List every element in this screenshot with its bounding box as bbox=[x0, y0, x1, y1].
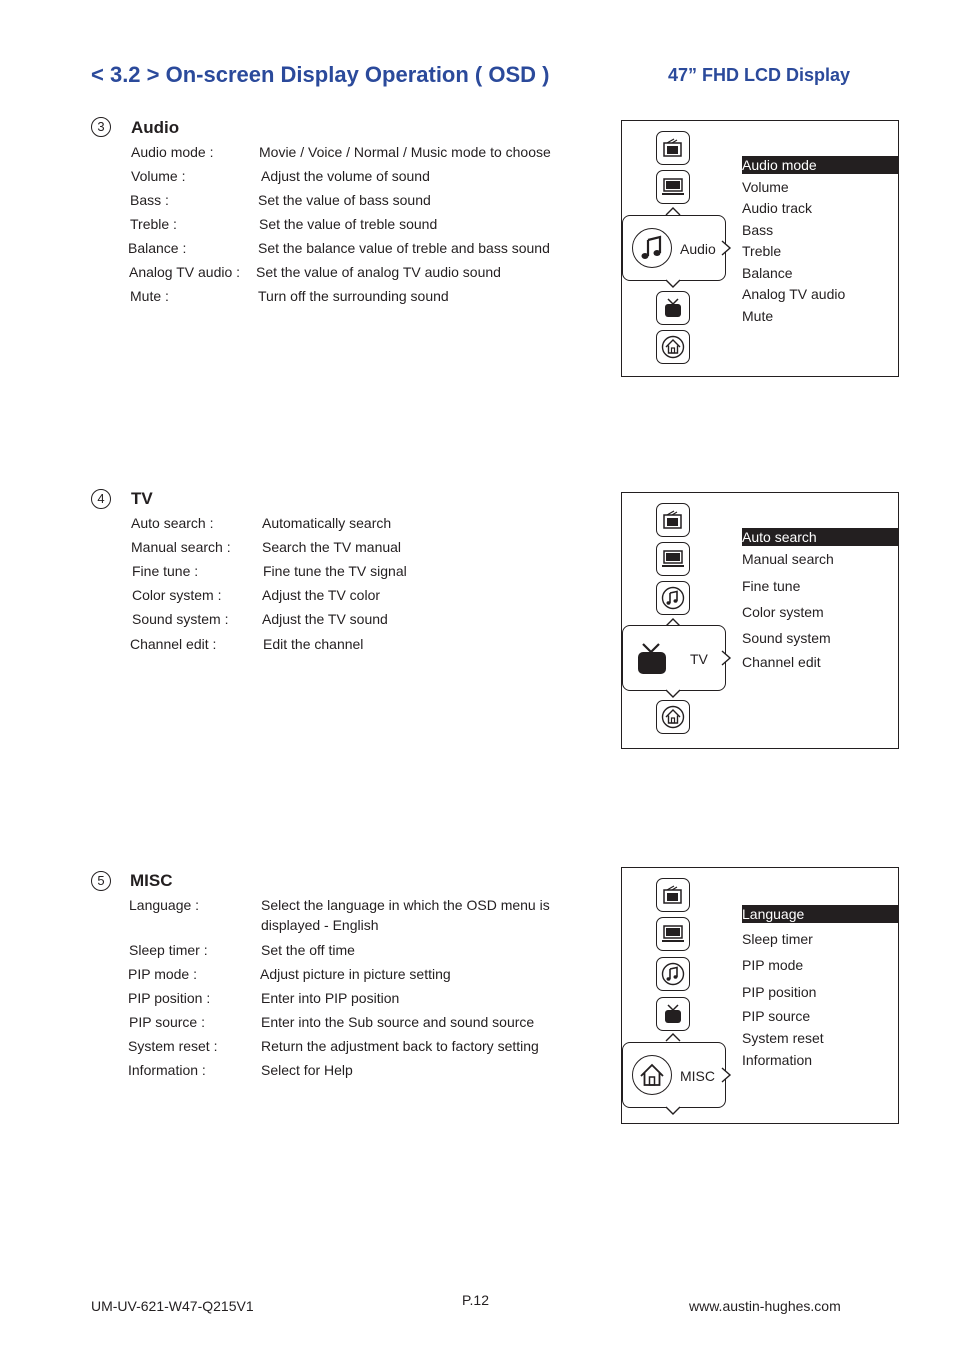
row-description: Adjust the TV color bbox=[262, 587, 381, 603]
misc-row bbox=[0, 990, 600, 1008]
osd-item[interactable]: Treble bbox=[742, 243, 782, 259]
osd-item[interactable]: Balance bbox=[742, 265, 793, 281]
chevron-down-icon bbox=[665, 689, 681, 699]
chevron-down-icon bbox=[665, 1106, 681, 1116]
music-note-icon bbox=[632, 228, 672, 268]
music-note-icon[interactable] bbox=[656, 957, 690, 991]
osd-selected-audio[interactable] bbox=[622, 215, 726, 281]
home-icon[interactable] bbox=[656, 700, 690, 734]
row-description: Select the language in which the OSD menu is bbox=[261, 897, 550, 913]
row-label: Balance : bbox=[128, 240, 187, 256]
row-label: Channel edit : bbox=[130, 636, 217, 652]
tv-icon[interactable] bbox=[656, 997, 690, 1031]
row-label: PIP position : bbox=[128, 990, 211, 1006]
osd-item[interactable]: Audio track bbox=[742, 200, 813, 216]
tv-row bbox=[0, 636, 600, 654]
row-description: Set the off time bbox=[261, 942, 355, 958]
section-title-audio: Audio bbox=[131, 118, 180, 137]
row-label: Sound system : bbox=[132, 611, 229, 627]
row-label: Fine tune : bbox=[132, 563, 199, 579]
osd-item[interactable]: Auto search bbox=[742, 528, 898, 546]
row-description: Set the value of bass sound bbox=[258, 192, 431, 208]
page-title: < 3.2 > On-screen Display Operation ( OSD ) bbox=[91, 62, 550, 87]
row-label: System reset : bbox=[128, 1038, 218, 1054]
tv-row bbox=[0, 515, 600, 533]
osd-menu-tv bbox=[621, 492, 899, 749]
misc-row bbox=[0, 1062, 600, 1080]
section-number-tv: 4 bbox=[91, 489, 111, 509]
audio-row bbox=[0, 192, 600, 210]
row-label: Mute : bbox=[130, 288, 169, 304]
section-title-tv: TV bbox=[131, 489, 153, 508]
row-description: Adjust picture in picture setting bbox=[260, 966, 451, 982]
osd-item[interactable]: Color system bbox=[742, 604, 824, 620]
osd-selected-label: TV bbox=[690, 651, 708, 667]
osd-item[interactable]: PIP mode bbox=[742, 957, 804, 973]
row-label: Audio mode : bbox=[131, 144, 214, 160]
osd-selected-tv[interactable] bbox=[622, 625, 726, 691]
row-description: Select for Help bbox=[261, 1062, 353, 1078]
row-description: Movie / Voice / Normal / Music mode to choose bbox=[259, 144, 551, 160]
osd-item[interactable]: Audio mode bbox=[742, 156, 898, 174]
row-label: Language : bbox=[129, 897, 200, 913]
document-id: UM-UV-621-W47-Q215V1 bbox=[91, 1298, 254, 1314]
row-label: Manual search : bbox=[131, 539, 231, 555]
osd-menu-audio bbox=[621, 120, 899, 377]
row-description: Edit the channel bbox=[263, 636, 364, 652]
misc-row bbox=[0, 1014, 600, 1032]
product-name: 47” FHD LCD Display bbox=[668, 65, 851, 85]
osd-item[interactable]: Information bbox=[742, 1052, 813, 1068]
osd-item[interactable]: Volume bbox=[742, 179, 789, 195]
row-label: Treble : bbox=[130, 216, 177, 232]
section-number-misc: 5 bbox=[91, 871, 111, 891]
osd-menu-misc bbox=[621, 867, 899, 1124]
osd-item[interactable]: System reset bbox=[742, 1030, 824, 1046]
row-label: Analog TV audio : bbox=[129, 264, 241, 280]
row-description: Search the TV manual bbox=[262, 539, 402, 555]
picture-icon[interactable] bbox=[656, 878, 690, 912]
audio-row bbox=[0, 288, 600, 306]
osd-item[interactable]: PIP position bbox=[742, 984, 817, 1000]
display-icon[interactable] bbox=[656, 917, 690, 951]
row-label: Information : bbox=[128, 1062, 206, 1078]
tv-row bbox=[0, 539, 600, 557]
chevron-right-icon bbox=[718, 1067, 734, 1083]
page-number: P.12 bbox=[462, 1292, 489, 1308]
chevron-down-icon bbox=[665, 279, 681, 289]
home-icon bbox=[632, 1055, 672, 1095]
display-icon[interactable] bbox=[656, 542, 690, 576]
audio-row bbox=[0, 264, 600, 282]
misc-row bbox=[0, 1038, 600, 1056]
osd-item[interactable]: Fine tune bbox=[742, 578, 801, 594]
audio-row bbox=[0, 144, 600, 162]
row-description: Automatically search bbox=[262, 515, 392, 531]
row-description-continued: displayed - English bbox=[261, 917, 379, 933]
row-description: Adjust the TV sound bbox=[262, 611, 388, 627]
tv-icon[interactable] bbox=[656, 291, 690, 325]
osd-item[interactable]: Sound system bbox=[742, 630, 831, 646]
osd-item[interactable]: Sleep timer bbox=[742, 931, 813, 947]
tv-row bbox=[0, 587, 600, 605]
osd-item[interactable]: Bass bbox=[742, 222, 774, 238]
row-label: Volume : bbox=[131, 168, 186, 184]
display-icon[interactable] bbox=[656, 170, 690, 204]
section-number-audio: 3 bbox=[91, 117, 111, 137]
misc-row bbox=[0, 942, 600, 960]
row-description: Set the value of treble sound bbox=[259, 216, 438, 232]
tv-row bbox=[0, 611, 600, 629]
osd-item[interactable]: Analog TV audio bbox=[742, 286, 846, 302]
row-description: Adjust the volume of sound bbox=[261, 168, 430, 184]
row-label: Sleep timer : bbox=[129, 942, 208, 958]
audio-row bbox=[0, 168, 600, 186]
picture-icon[interactable] bbox=[656, 131, 690, 165]
osd-item[interactable]: Channel edit bbox=[742, 654, 821, 670]
row-description: Enter into the Sub source and sound source bbox=[261, 1014, 535, 1030]
picture-icon[interactable] bbox=[656, 503, 690, 537]
row-description: Return the adjustment back to factory setting bbox=[261, 1038, 539, 1054]
osd-item[interactable]: PIP source bbox=[742, 1008, 811, 1024]
osd-selected-misc[interactable] bbox=[622, 1042, 726, 1108]
website-link[interactable]: www.austin-hughes.com bbox=[689, 1298, 841, 1314]
row-label: PIP source : bbox=[129, 1014, 206, 1030]
chevron-right-icon bbox=[718, 240, 734, 256]
chevron-right-icon bbox=[718, 650, 734, 666]
osd-item[interactable]: Language bbox=[742, 905, 898, 923]
row-label: Bass : bbox=[130, 192, 169, 208]
tv-icon bbox=[632, 638, 672, 678]
osd-item[interactable]: Mute bbox=[742, 308, 774, 324]
row-label: PIP mode : bbox=[128, 966, 198, 982]
row-label: Color system : bbox=[132, 587, 222, 603]
section-title-misc: MISC bbox=[130, 871, 173, 890]
misc-row bbox=[0, 897, 600, 937]
osd-selected-label: Audio bbox=[680, 241, 716, 257]
row-description: Turn off the surrounding sound bbox=[258, 288, 449, 304]
chevron-up-icon bbox=[665, 1032, 681, 1042]
audio-row bbox=[0, 240, 600, 258]
row-description: Set the value of analog TV audio sound bbox=[256, 264, 501, 280]
audio-row bbox=[0, 216, 600, 234]
home-icon[interactable] bbox=[656, 330, 690, 364]
osd-selected-label: MISC bbox=[680, 1068, 715, 1084]
osd-item[interactable]: Manual search bbox=[742, 551, 834, 567]
music-note-icon[interactable] bbox=[656, 581, 690, 615]
row-label: Auto search : bbox=[131, 515, 214, 531]
row-description: Enter into PIP position bbox=[261, 990, 400, 1006]
tv-row bbox=[0, 563, 600, 581]
misc-row bbox=[0, 966, 600, 984]
row-description: Set the balance value of treble and bass sound bbox=[258, 240, 550, 256]
row-description: Fine tune the TV signal bbox=[263, 563, 407, 579]
